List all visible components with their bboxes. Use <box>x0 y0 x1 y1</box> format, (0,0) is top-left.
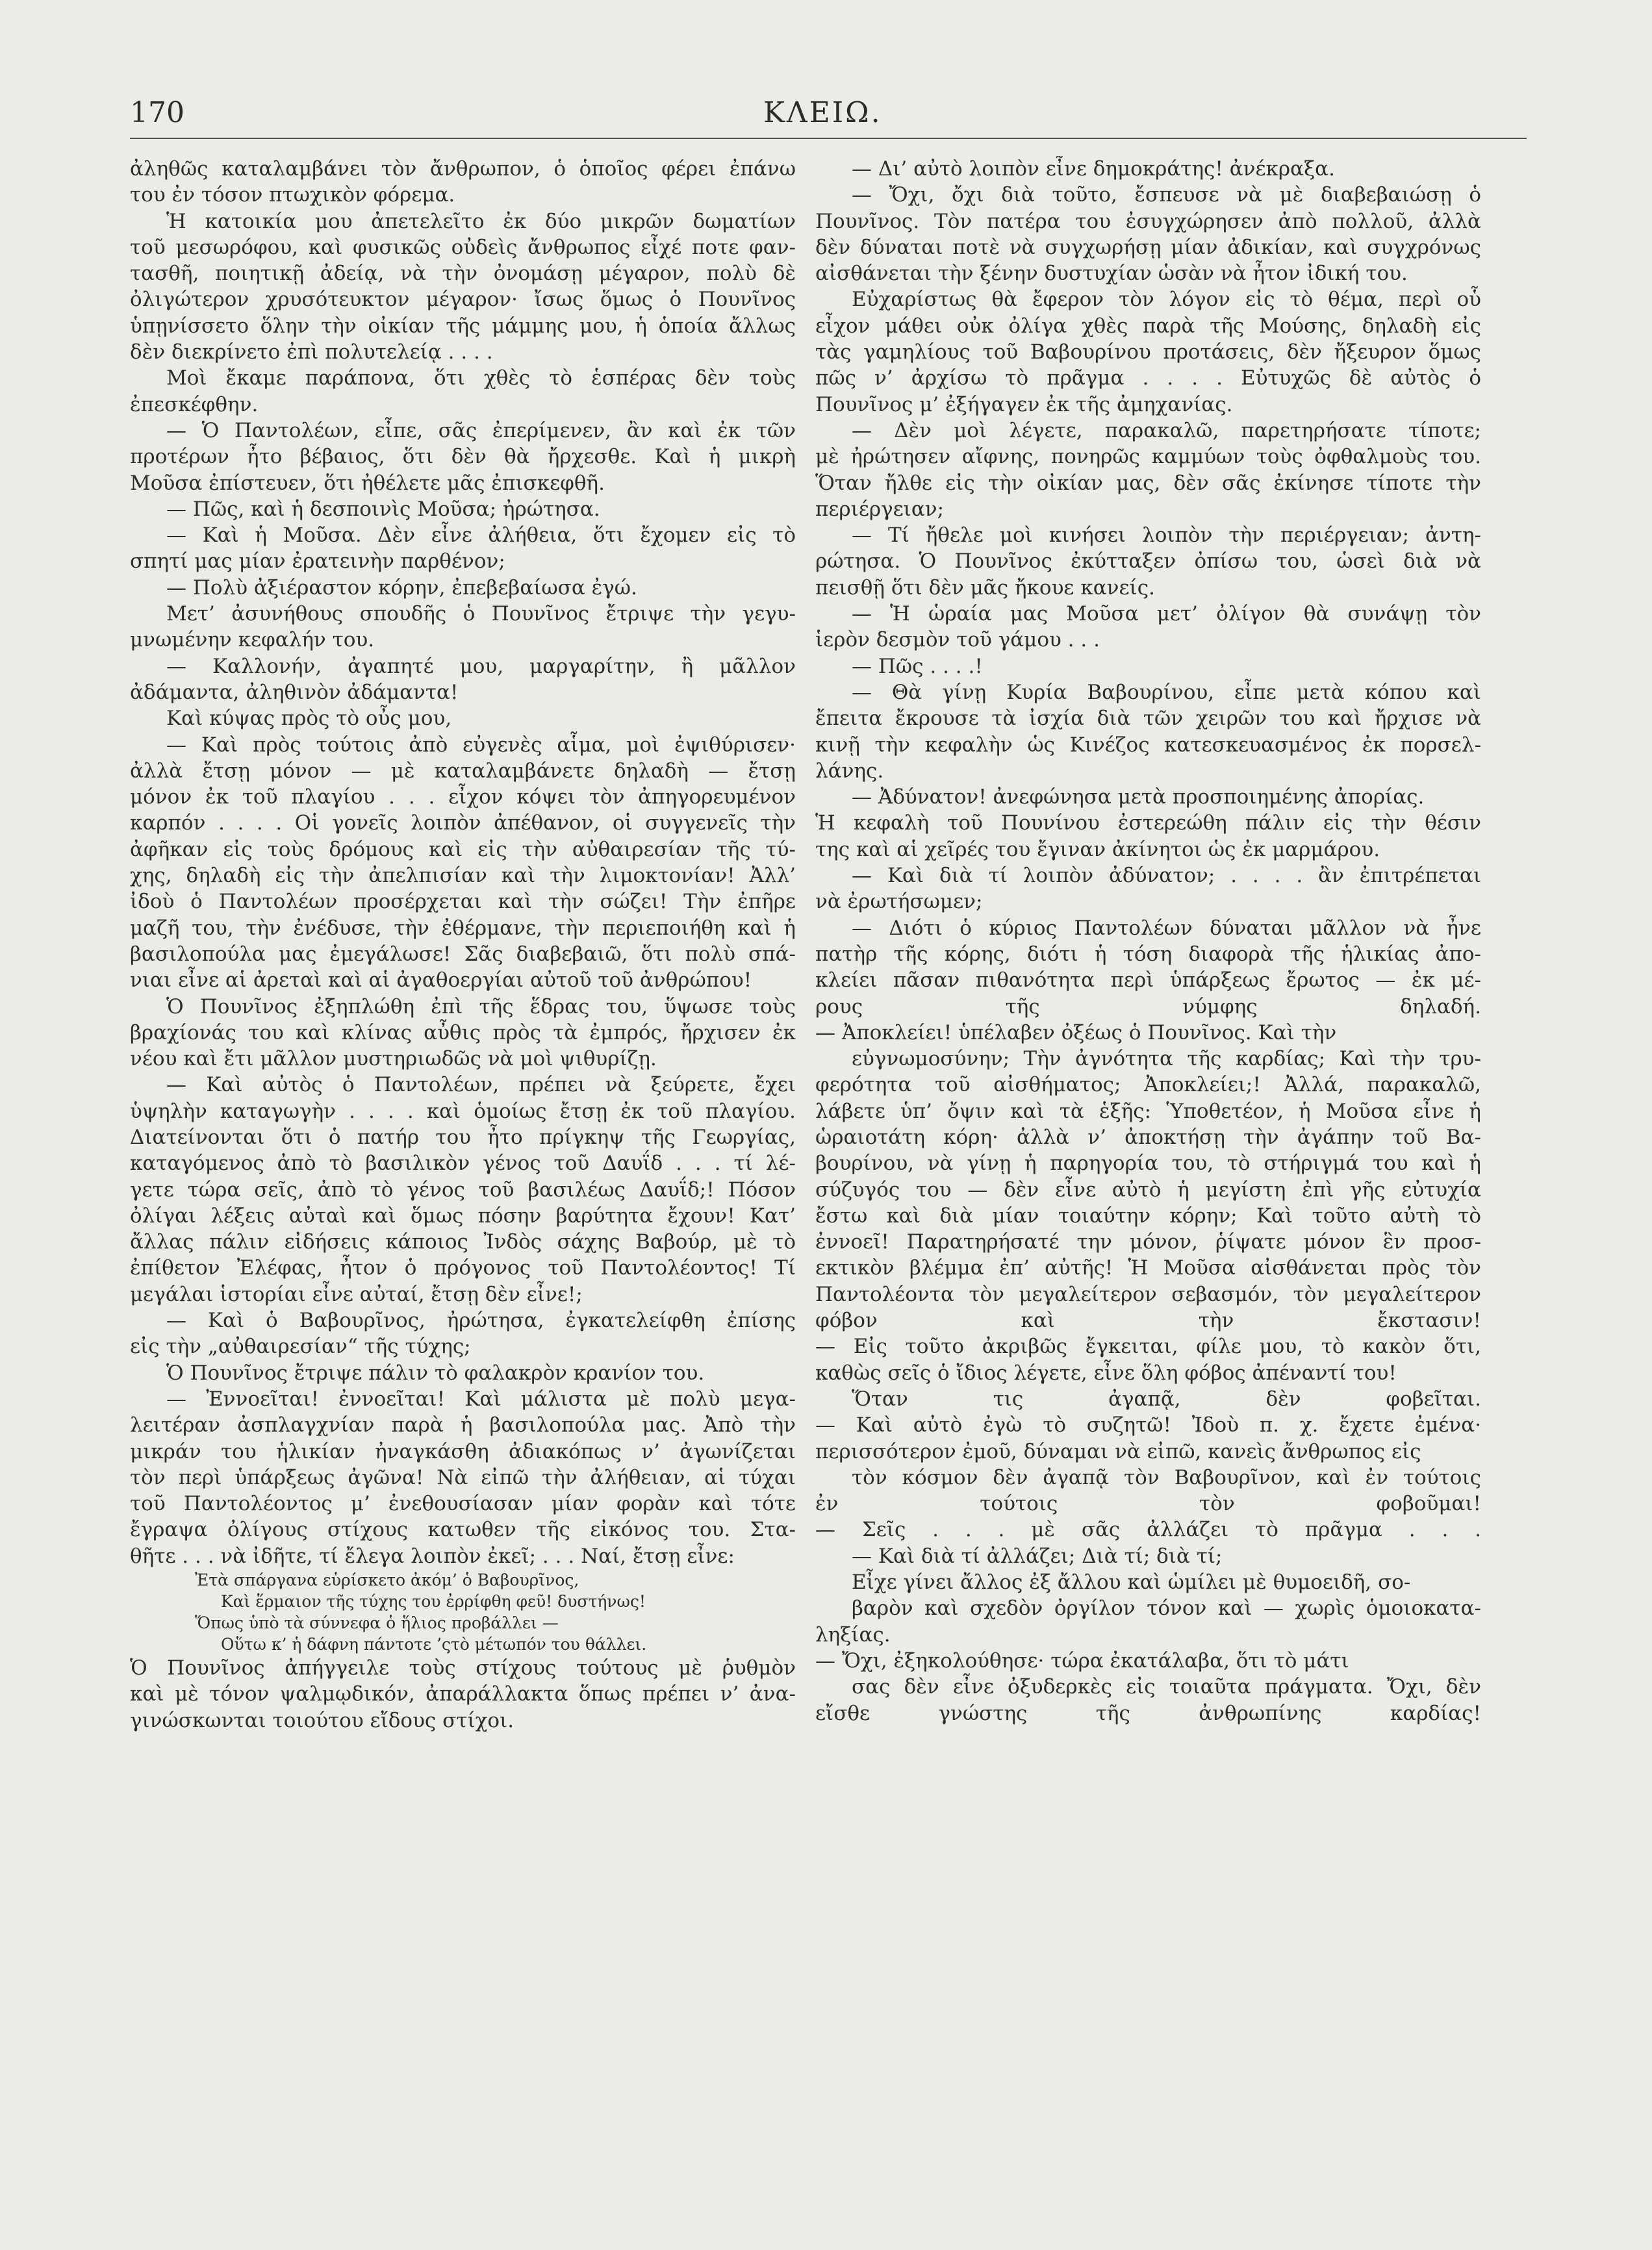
text-line: τοῦ Παντολέοντος μ’ ἐνεθουσίασαν μίαν φορὰν καὶ τότε <box>130 1492 796 1516</box>
text-line: — Ἐννοεῖται! ἐννοεῖται! Καὶ μάλιστα μὲ πολὺ μεγα- <box>166 1387 796 1411</box>
text-line: — Πολὺ ἀξιέραστον κόρην, ἐπεβεβαίωσα ἐγώ. <box>166 575 637 600</box>
text-line: Ὅταν τις ἀγαπᾷ, δὲν φοβεῖται. <box>852 1387 1481 1411</box>
text-line: — Διότι ὁ κύριος Παντολέων δύναται μᾶλλον νὰ ἦνε <box>852 916 1481 940</box>
text-line: — Καὶ αὐτὸς ὁ Παντολέων, πρέπει νὰ ξεύρετε, ἔχει <box>166 1073 796 1097</box>
text-line: βραχίονάς του καὶ κλίνας αὖθις πρὸς τὰ ἐμπρός, ἤρχισεν ἐκ <box>130 1020 796 1044</box>
text-line: Παντολέοντα τὸν μεγαλείτερον σεβασμόν, τὸν μεγαλείτερον <box>815 1282 1481 1306</box>
text-line: του ἐν τόσον πτωχικὸν φόρεμα. <box>130 183 455 207</box>
text-line: — Σεῖς . . . μὲ σᾶς ἀλλάζει τὸ πρᾶγμα . . . <box>815 1518 1481 1542</box>
text-line: ὀλιγώτερον χρυσότευκτον μέγαρον· ἴσως ὅμως ὁ Πουνῖνος <box>130 288 796 312</box>
text-line: νὰ ἐρωτήσωμεν; <box>815 890 983 914</box>
text-line: Πουνῖνος. Τὸν πατέρα του ἐσυγχώρησεν ἀπὸ πολλοῦ, ἀλλὰ <box>815 209 1481 233</box>
text-line: ρώτησα. Ὁ Πουνῖνος ἐκύτταξεν ὀπίσω του, ὡσεὶ διὰ νὰ <box>815 550 1481 574</box>
text-line: καρπόν . . . . Οἱ γονεῖς λοιπὸν ἀπέθανον, οἱ συγγενεῖς τὴν <box>130 811 796 835</box>
right-column-text <box>815 156 1481 1726</box>
text-line: δὲν διεκρίνετο ἐπὶ πολυτελείᾳ . . . . <box>130 340 493 364</box>
text-line: Οὕτω κ’ ἡ δάφνη πάντοτε ’ςτὸ μέτωπόν του θάλλει. <box>221 1635 647 1654</box>
text-line: Ἐτὰ σπάργανα εὑρίσκετο ἀκόμ’ ὁ Βαβουρῖνος, <box>195 1571 579 1590</box>
text-line: λειτέραν ἀσπλαγχνίαν παρὰ ἡ βασιλοπούλα μας. Ἀπὸ τὴν <box>130 1413 796 1437</box>
text-line: — Δι’ αὐτὸ λοιπὸν εἶνε δημοκράτης! ἀνέκραξα. <box>852 157 1335 181</box>
text-line: Πουνῖνος μ’ ἐξήγαγεν ἐκ τῆς ἀμηχανίας. <box>815 392 1233 416</box>
text-line: Ἡ κατοικία μου ἀπετελεῖτο ἐκ δύο μικρῶν δωματίων <box>166 209 796 233</box>
text-line: τὸν κόσμον δὲν ἀγαπᾷ τὸν Βαβουρῖνον, καὶ ἐν τούτοις <box>852 1465 1481 1489</box>
text-line: Μοὶ ἔκαμε παράπονα, ὅτι χθὲς τὸ ἑσπέρας δὲν τοὺς <box>166 366 796 390</box>
text-line: γινώσκωνται τοιούτου εἴδους στίχοι. <box>130 1708 515 1732</box>
text-line: γετε τώρα σεῖς, ἀπὸ τὸ γένος τοῦ βασιλέως Δαυΐδ;! Πόσον <box>130 1178 796 1202</box>
text-line: ἀφῆκαν εἰς τοὺς δρόμους καὶ εἰς τὴν αὐθαιρεσίαν τῆς τύ- <box>130 837 796 861</box>
right-column <box>815 156 1481 2169</box>
page-header <box>130 96 1527 148</box>
text-line: Καὶ κύψας πρὸς τὸ οὖς μου, <box>166 707 452 731</box>
text-line: Ὁ Πουνῖνος ἀπήγγειλε τοὺς στίχους τούτους μὲ ῥυθμὸν <box>130 1656 796 1680</box>
text-line: — Πῶς . . . .! <box>852 654 983 678</box>
left-column <box>130 156 796 2169</box>
text-line: καταγόμενος ἀπὸ τὸ βασιλικὸν γένος τοῦ Δαυΐδ . . . τί λέ- <box>130 1152 796 1176</box>
text-line: μικράν του ἡλικίαν ἠναγκάσθη ἀδιακόπως ν’ ἀγωνίζεται <box>130 1439 796 1463</box>
text-line: πῶς ν’ ἀρχίσω τὸ πρᾶγμα . . . . Εὐτυχῶς δὲ αὐτὸς ὁ <box>815 366 1481 390</box>
text-line: — Ὄχι, ὄχι διὰ τοῦτο, ἔσπευσε νὰ μὲ διαβεβαιώσῃ ὁ <box>852 183 1481 207</box>
text-line: ἔστω καὶ διὰ μίαν τοιαύτην κόρην; Καὶ τοῦτο αὐτὴ τὸ <box>815 1204 1481 1228</box>
text-line: Ὁ Πουνῖνος ἔτριψε πάλιν τὸ φαλακρὸν κρανίον του. <box>166 1361 705 1385</box>
text-line: τὰς γαμηλίους τοῦ Βαβουρίνου προτάσεις, δὲν ἤξευρον ὅμως <box>815 340 1481 364</box>
text-line: — Καὶ αὐτὸ ἐγὼ τὸ συζητῶ! Ἰδοὺ π. χ. ἔχετε ἐμένα· <box>815 1413 1481 1437</box>
text-line: δὲν δύναται ποτὲ νὰ συγχωρήσῃ μίαν ἀδικίαν, καὶ συγχρόνως <box>815 235 1481 259</box>
text-line: Μετ’ ἀσυνήθους σπουδῆς ὁ Πουνῖνος ἔτριψε τὴν γεγυ- <box>166 602 796 626</box>
text-line: — Ὁ Παντολέων, εἶπε, σᾶς ἐπερίμενεν, ἂν καὶ ἐκ τῶν <box>166 418 796 442</box>
text-line: ὑπῃνίσσετο ὅλην τὴν οἰκίαν τῆς μάμμης μου, ἡ ὁποία ἄλλως <box>130 314 796 338</box>
text-line: Μοῦσα ἐπίστευεν, ὅτι ἠθέλετε μᾶς ἐπισκεφθῆ. <box>130 471 605 495</box>
text-line: κλείει πᾶσαν πιθανότητα περὶ ὑπάρξεως ἔρωτος — ἐκ μέ- <box>815 968 1481 992</box>
text-line: μεγάλαι ἱστορίαι εἶνε αὐταί, ἔτσῃ δὲν εἶνε!; <box>130 1282 583 1306</box>
text-line: ἐννοεῖ! Παρατηρήσατέ την μόνον, ῥίψατε μόνον ἓν προσ- <box>815 1230 1481 1254</box>
text-line: Εὐχαρίστως θὰ ἔφερον τὸν λόγον εἰς τὸ θέμα, περὶ οὗ <box>852 288 1481 312</box>
text-line: περισσότερον ἐμοῦ, δύναμαι νὰ εἰπῶ, κανεὶς ἄνθρωπος εἰς <box>815 1439 1421 1463</box>
text-line: Εἶχε γίνει ἄλλος ἐξ ἄλλου καὶ ὡμίλει μὲ θυμοειδῆ, σο- <box>852 1571 1411 1595</box>
text-line: σπητί μας μίαν ἐρατεινὴν παρθένον; <box>130 550 505 574</box>
text-line: μόνον ἐκ τοῦ πλαγίου . . . εἶχον κόψει τὸν ἀπηγορευμένον <box>130 785 796 809</box>
text-line: εἴσθε γνώστης τῆς ἀνθρωπίνης καρδίας! <box>815 1701 1481 1725</box>
text-line: — Δὲν μοὶ λέγετε, παρακαλῶ, παρετηρήσατε τίποτε; <box>852 418 1481 442</box>
text-line: σύζυγός του — δὲν εἶνε αὐτὸ ἡ μεγίστη ἐπὶ γῆς εὐτυχία <box>815 1178 1481 1202</box>
text-line: μὲ ἠρώτησεν αἴφνης, πονηρῶς καμμύων τοὺς ὀφθαλμοὺς του. <box>815 445 1481 469</box>
text-line: ὑψηλὴν καταγωγὴν . . . . καὶ ὁμοίως ἔτσῃ ἐκ τοῦ πλαγίου. <box>130 1099 796 1123</box>
text-line: Διατείνονται ὅτι ὁ πατήρ του ἦτο πρίγκηψ τῆς Γεωργίας, <box>130 1125 796 1149</box>
text-line: τοῦ μεσωρόφου, καὶ φυσικῶς οὐδεὶς ἄνθρωπος εἶχέ ποτε φαν- <box>130 235 796 259</box>
text-line: εἶχον μάθει οὐκ ὀλίγα χθὲς παρὰ τῆς Μούσης, δηλαδὴ εἰς <box>815 314 1481 338</box>
text-line: χης, δηλαδὴ εἰς τὴν ἀπελπισίαν καὶ τὴν λιμοκτονίαν! Ἀλλ’ <box>130 864 796 888</box>
text-line: φερότητα τοῦ αἰσθήματος; Ἀποκλείει;! Ἀλλά, παρακαλῶ, <box>815 1073 1481 1097</box>
text-line: — Καὶ πρὸς τούτοις ἀπὸ εὐγενὲς αἷμα, μοὶ ἐψιθύρισεν· <box>166 733 796 757</box>
left-column-text <box>130 156 796 1734</box>
text-line: — Καλλονήν, ἀγαπητέ μου, μαργαρίτην, ἢ μᾶλλον <box>166 654 796 678</box>
text-line: Ὁ Πουνῖνος ἐξηπλώθη ἐπὶ τῆς ἕδρας του, ὕψωσε τοὺς <box>166 994 796 1018</box>
text-line: κινῇ τὴν κεφαλὴν ὡς Κινέζος κατεσκευασμένος ἐκ πορσελ- <box>815 733 1481 757</box>
text-line: ληξίας. <box>815 1623 891 1647</box>
text-line: Ὅπως ὑπὸ τὰ σύννεφα ὁ ἥλιος προβάλλει — <box>195 1613 559 1633</box>
running-title: ΚΛΕΙΩ. <box>763 96 882 129</box>
text-line: μαζῆ του, τὴν ἐνέδυσε, τὴν ἐθέρμανε, τὴν περιεποιήθη καὶ ἡ <box>130 916 796 940</box>
text-line: ρους τῆς νύμφης δηλαδή. <box>815 994 1481 1018</box>
text-line: — Ὄχι, ἐξηκολούθησε· τώρα ἐκατάλαβα, ὅτι τὸ μάτι <box>815 1649 1349 1673</box>
text-line: ἰδοὺ ὁ Παντολέων προσέρχεται καὶ τὴν σώζει! Τὴν ἐπῆρε <box>130 890 796 914</box>
header-rule <box>130 138 1527 139</box>
text-line: θῆτε . . . νὰ ἰδῆτε, τί ἔλεγα λοιπὸν ἐκεῖ; . . . Ναί, ἔτσῃ εἶνε: <box>130 1544 735 1568</box>
text-line: προτέρων ἦτο βέβαιος, ὅτι δὲν θὰ ἤρχεσθε. Καὶ ἡ μικρὴ <box>130 445 796 469</box>
text-line: σας δὲν εἶνε ὀξυδερκὲς εἰς τοιαῦτα πράγματα. Ὄχι, δὲν <box>852 1675 1481 1699</box>
text-line: — Καὶ διὰ τί λοιπὸν ἀδύνατον; . . . . ἂν ἐπιτρέπεται <box>852 864 1481 888</box>
text-line: ἄλλας πάλιν εἰδήσεις κάποιος Ἰνδὸς σάχης Βαβούρ, μὲ τὸ <box>130 1230 796 1254</box>
text-line: ἀληθῶς καταλαμβάνει τὸν ἄνθρωπον, ὁ ὁποῖος φέρει ἐπάνω <box>130 157 796 181</box>
text-line: βουρίνου, νὰ γίνῃ ἡ παρηγορία του, τὸ στήριγμά του καὶ ἡ <box>815 1152 1481 1176</box>
text-line: καθὼς σεῖς ὁ ἴδιος λέγετε, εἶνε ὅλη φόβος ἀπέναντί του! <box>815 1361 1397 1385</box>
text-line: ἐπεσκέφθην. <box>130 392 259 416</box>
text-line: εὐγνωμοσύνην; Τὴν ἀγνότητα τῆς καρδίας; Καὶ τὴν τρυ- <box>852 1047 1481 1071</box>
text-line: — Καὶ διὰ τί ἀλλάζει; Διὰ τί; διὰ τί; <box>852 1544 1223 1568</box>
text-line: Ὅταν ἤλθε εἰς τὴν οἰκίαν μας, δὲν σᾶς ἐκίνησε τίποτε τὴν <box>815 471 1481 495</box>
text-line: Καὶ ἕρμαιον τῆς τύχης του ἐρρίφθη φεῦ! δυστήνως! <box>221 1592 646 1612</box>
text-line: νέου καὶ ἔτι μᾶλλον μυστηριωδῶς νὰ μοὶ ψιθυρίζῃ. <box>130 1047 657 1071</box>
text-line: ἀλλὰ ἔτσῃ μόνον — μὲ καταλαμβάνετε δηλαδὴ — ἔτσῃ <box>130 759 796 783</box>
text-line: βαρὸν καὶ σχεδὸν ὀργίλον τόνον καὶ — χωρὶς ὁμοιοκατα- <box>852 1597 1481 1621</box>
text-line: — Εἰς τοῦτο ἀκριβῶς ἔγκειται, φίλε μου, τὸ κακὸν ὅτι, <box>815 1335 1481 1359</box>
text-line: αἰσθάνεται τὴν ξένην δυστυχίαν ὡσὰν νὰ ἦτον ἰδική του. <box>815 262 1408 286</box>
text-line: εἰς τὴν „αὐθαιρεσίαν“ τῆς τύχης; <box>130 1335 471 1359</box>
text-line: — Πῶς, καὶ ἡ δεσποινὶς Μοῦσα; ἠρώτησα. <box>166 497 600 521</box>
text-line: — Καὶ ἡ Μοῦσα. Δὲν εἶνε ἀλήθεια, ὅτι ἔχομεν εἰς τὸ <box>166 524 796 548</box>
text-line: ἀδάμαντα, ἀληθινὸν ἀδάμαντα! <box>130 680 459 704</box>
text-line: της καὶ αἱ χεῖρές του ἔγιναν ἀκίνητοι ὡς ἐκ μαρμάρου. <box>815 837 1380 861</box>
text-line: — Θὰ γίνῃ Κυρία Βαβουρίνου, εἶπε μετὰ κόπου καὶ <box>852 680 1481 704</box>
text-line: μνωμένην κεφαλήν του. <box>130 628 375 652</box>
text-line: ὡραιοτάτη κόρη· ἀλλὰ ν’ ἀποκτήσῃ τὴν ἀγάπην τοῦ Βα- <box>815 1125 1481 1149</box>
text-line: — Ἡ ὡραία μας Μοῦσα μετ’ ὀλίγον θὰ συνάψῃ τὸν <box>852 602 1481 626</box>
text-line: — Ἀποκλείει! ὑπέλαβεν ὀξέως ὁ Πουνῖνος. Καὶ τὴν <box>815 1020 1337 1044</box>
text-line: ἔπειτα ἔκρουσε τὰ ἰσχία διὰ τῶν χειρῶν του καὶ ἤρχισε νὰ <box>815 707 1481 731</box>
text-line: λάβετε ὑπ’ ὄψιν καὶ τὰ ἑξῆς: Ὑποθετέον, ἡ Μοῦσα εἶνε ἡ <box>815 1099 1481 1123</box>
text-line: ἱερὸν δεσμὸν τοῦ γάμου . . . <box>815 628 1100 652</box>
text-line: λάνης. <box>815 759 884 783</box>
text-line: — Τί ἤθελε μοὶ κινήσει λοιπὸν τὴν περιέργειαν; ἀντη- <box>852 524 1481 548</box>
text-line: νιαι εἶνε αἱ ἀρεταὶ καὶ αἱ ἀγαθοεργίαι αὐτοῦ τοῦ ἀνθρώπου! <box>130 968 752 992</box>
text-line: τασθῆ, ποιητικῇ ἀδείᾳ, νὰ τὴν ὀνομάσῃ μέγαρον, πολὺ δὲ <box>130 262 796 286</box>
text-line: εκτικὸν βλέμμα ἐπ’ αὐτῆς! Ἡ Μοῦσα αἰσθάνεται πρὸς τὸν <box>815 1256 1481 1280</box>
page-number: 170 <box>130 96 184 129</box>
text-line: Ἡ κεφαλὴ τοῦ Πουνίνου ἐστερεώθη πάλιν εἰς τὴν θέσιν <box>815 811 1481 835</box>
text-line: — Καὶ ὁ Βαβουρῖνος, ἠρώτησα, ἐγκατελείφθη ἐπίσης <box>166 1309 796 1333</box>
text-line: πεισθῇ ὅτι δὲν μᾶς ἤκουε κανείς. <box>815 575 1155 600</box>
text-line: περιέργειαν; <box>815 497 945 521</box>
text-line: ὀλίγαι λέξεις αὐταὶ καὶ ὅμως πόσην βαρύτητα ἔχουν! Κατ’ <box>130 1204 796 1228</box>
text-line: καὶ μὲ τόνον ψαλμῳδικόν, ἀπαράλλακτα ὅπως πρέπει ν’ ἀνα- <box>130 1682 796 1706</box>
text-line: βασιλοπούλα μας ἐμεγάλωσε! Σᾶς διαβεβαιῶ, ὅτι πολὺ σπά- <box>130 942 796 966</box>
text-line: φόβον καὶ τὴν ἔκστασιν! <box>815 1309 1481 1333</box>
text-line: ἐν τούτοις τὸν φοβοῦμαι! <box>815 1492 1481 1516</box>
text-line: τὸν περὶ ὑπάρξεως ἀγῶνα! Νὰ εἰπῶ τὴν ἀλήθειαν, αἱ τύχαι <box>130 1465 796 1489</box>
text-line: πατὴρ τῆς κόρης, διότι ἡ τόση διαφορὰ τῆς ἡλικίας ἀπο- <box>815 942 1481 966</box>
text-line: ἔγραψα ὀλίγους στίχους κατωθεν τῆς εἰκόνος του. Στα- <box>130 1518 796 1542</box>
text-line: — Ἀδύνατον! ἀνεφώνησα μετὰ προσποιημένης ἀπορίας. <box>852 785 1425 809</box>
text-line: ἐπίθετον Ἐλέφας, ἦτον ὁ πρόγονος τοῦ Παντολέοντος! Τί <box>130 1256 796 1280</box>
